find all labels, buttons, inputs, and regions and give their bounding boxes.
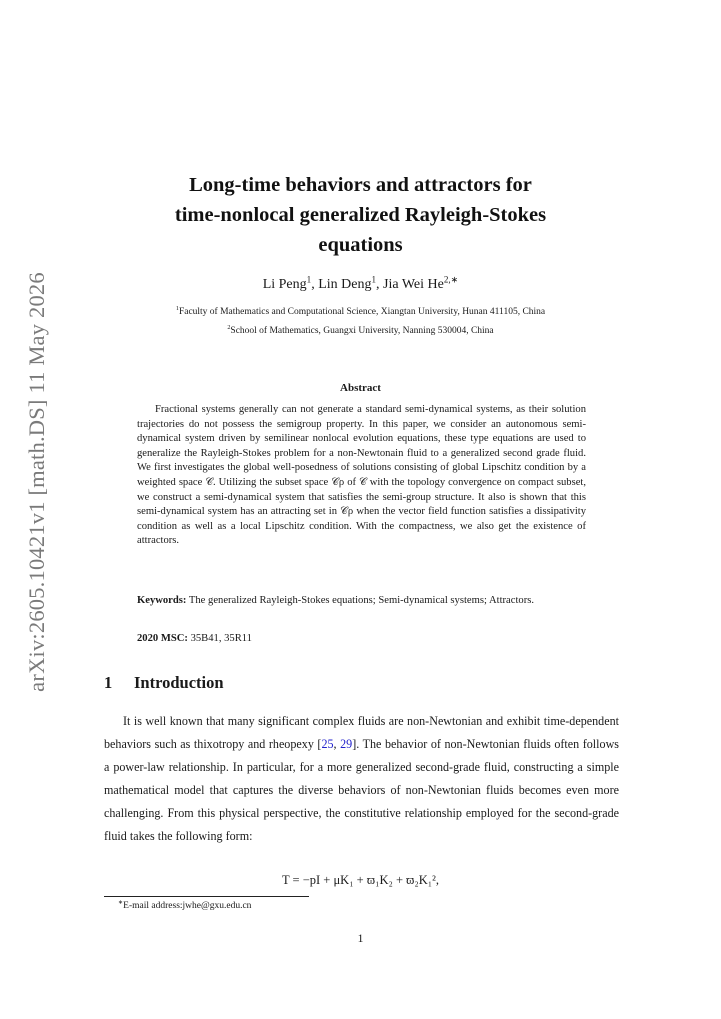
author-affiliation-mark: 1 bbox=[371, 274, 377, 285]
author-affiliation-mark: 1 bbox=[306, 274, 312, 285]
title-line: Long-time behaviors and attractors for bbox=[189, 174, 532, 196]
affiliation-mark: 2 bbox=[227, 324, 231, 331]
section-number: 1 bbox=[104, 673, 113, 692]
msc-label: 2020 MSC: bbox=[137, 633, 188, 644]
keywords bbox=[137, 594, 586, 609]
citation-separator: , bbox=[333, 737, 341, 751]
affiliation-text: School of Mathematics, Guangxi University, Nanning 530004, China bbox=[230, 326, 494, 336]
page-number: 1 bbox=[357, 931, 364, 945]
affiliation-text: Faculty of Mathematics and Computational Science, Xiangtan University, Hunan 411105, China bbox=[178, 307, 546, 317]
abstract-body: Fractional systems generally can not generate a standard semi-dynamical systems, as their solution trajectories do not possess the semigroup property. In this paper, we consider an autonomous semi-dynamical system driven by semilinear nonlocal evolution equations, these type equations are used to generalize the Rayleigh-Stokes problem for a non-Newtonain fluid to a generalized second grade fluid. We first investigates the global well-posedness of solutions consisting of global Lipschitz condition by a weighted space 𝒞. Utilizing the subset space 𝒞ρ of 𝒞 with the topology convergence on compact subset, we construct a semi-dynamical system that satisfies the semi-group structure. It also is shown that this semi-dynamical system has an attracting set in 𝒞ρ when the vector field function satisfies a dissipativity condition as well as a local Lipschitz condition. With the compactness, we also get the existence of attractors. bbox=[137, 404, 586, 547]
footnote bbox=[118, 901, 251, 911]
author-affiliation-mark: 2,∗ bbox=[443, 274, 459, 285]
author-name: Lin Deng bbox=[318, 277, 372, 292]
author-name: Jia Wei He bbox=[383, 277, 444, 292]
footnote-mark: ∗ bbox=[118, 899, 124, 906]
arxiv-sidebar-stamp bbox=[16, 272, 58, 692]
affiliation-mark: 1 bbox=[175, 305, 179, 312]
msc-codes bbox=[137, 632, 586, 647]
equation: T = −pI + μK₁ + ϖ₁K₂ + ϖ₂K₁², bbox=[282, 873, 439, 887]
author-list: Li Peng$^1$, Lin Deng$^1$, Jia Wei $He^{2,∗}$ bbox=[262, 274, 459, 292]
intro-text: ]. The behavior of non-Newtonian fluids often follows a power-law relationship. In particular, for a more generalized second-grade fluid, constructing a simple mathematical model that captures the diverse behaviors of non-Newtonian fluids becomes even more challenging. From this physical perspective, the constitutive relationship employed for the second-grade fluid takes the following form: bbox=[104, 737, 620, 843]
keywords-text: The generalized Rayleigh-Stokes equations; Semi-dynamical systems; Attractors. bbox=[188, 595, 534, 606]
arxiv-id-label: arXiv:2605.10421v1 [math.DS] 11 May 2026 bbox=[24, 272, 49, 692]
title-line: equations bbox=[318, 234, 403, 256]
abstract-heading: Abstract bbox=[340, 382, 381, 394]
msc-text: 35B41, 35R11 bbox=[190, 633, 252, 644]
paper-title bbox=[100, 170, 621, 260]
citation-link[interactable]: 25 bbox=[321, 737, 334, 751]
affiliation bbox=[100, 326, 621, 336]
author-name: Li Peng bbox=[262, 277, 307, 292]
intro-text: It is well known that many significant complex fluids are non-Newtonian and exhibit time-dependent behaviors such as thixotropy and rheopexy [ bbox=[104, 714, 619, 751]
title-line: time-nonlocal generalized Rayleigh-Stokes bbox=[174, 204, 547, 226]
citation-link[interactable]: 29 bbox=[340, 737, 353, 751]
keywords-label: Keywords: bbox=[137, 595, 187, 606]
affiliation bbox=[100, 307, 621, 317]
section-title: Introduction bbox=[134, 673, 224, 692]
footnote-rule bbox=[104, 896, 309, 897]
intro-paragraph bbox=[104, 710, 619, 848]
section-heading bbox=[104, 673, 624, 693]
footnote-text: E-mail address:jwhe@gxu.edu.cn bbox=[123, 901, 252, 911]
